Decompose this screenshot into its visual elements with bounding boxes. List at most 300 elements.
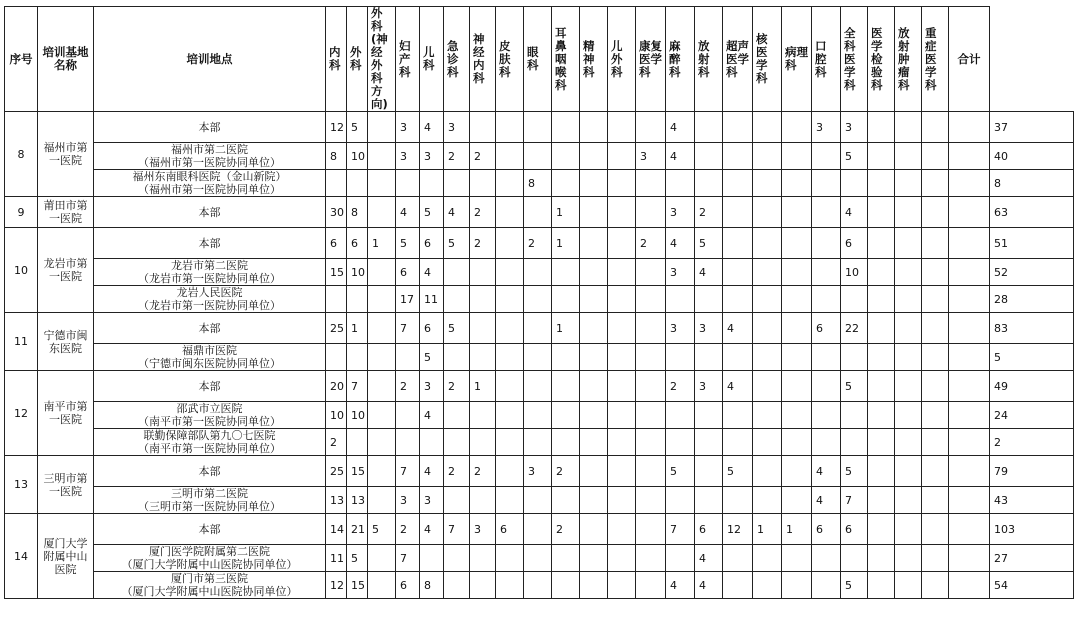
- quota-cell: 2: [444, 456, 470, 487]
- quota-cell: 2: [552, 514, 580, 545]
- quota-cell: [922, 197, 949, 228]
- training-site: 本部: [94, 112, 326, 143]
- quota-cell: [636, 487, 666, 514]
- quota-cell: [470, 259, 496, 286]
- quota-cell: [368, 197, 396, 228]
- column-header: 眼科: [524, 7, 552, 112]
- quota-cell: 4: [695, 259, 723, 286]
- training-site: 本部: [94, 197, 326, 228]
- quota-cell: 2: [666, 371, 695, 402]
- quota-cell: 4: [420, 402, 444, 429]
- quota-cell: 4: [812, 487, 841, 514]
- quota-cell: [695, 143, 723, 170]
- table-row: [5, 313, 1074, 344]
- quota-cell: 4: [420, 456, 444, 487]
- quota-cell: [368, 545, 396, 572]
- quota-cell: [368, 371, 396, 402]
- quota-cell: [895, 112, 922, 143]
- quota-cell: [608, 313, 636, 344]
- quota-cell: [496, 112, 524, 143]
- quota-cell: 3: [666, 197, 695, 228]
- quota-cell: [580, 487, 608, 514]
- quota-cell: [841, 286, 868, 313]
- column-header: 外科(神经外科方向): [368, 7, 396, 112]
- table-row: [5, 112, 1074, 143]
- quota-cell: [723, 286, 753, 313]
- quota-cell: [949, 313, 990, 344]
- column-header: 儿外科: [608, 7, 636, 112]
- quota-cell: [782, 456, 812, 487]
- quota-cell: [695, 286, 723, 313]
- quota-cell: [895, 197, 922, 228]
- quota-cell: 7: [396, 545, 420, 572]
- quota-cell: [636, 259, 666, 286]
- quota-cell: [552, 112, 580, 143]
- training-site: 本部: [94, 371, 326, 402]
- base-name: 厦门大学附属中山医院: [38, 514, 94, 599]
- quota-cell: [922, 456, 949, 487]
- quota-cell: [841, 402, 868, 429]
- quota-cell: [580, 228, 608, 259]
- quota-cell: 3: [695, 371, 723, 402]
- quota-cell: [666, 487, 695, 514]
- quota-cell: 13: [326, 487, 347, 514]
- total-cell: 40: [990, 143, 1074, 170]
- quota-cell: [868, 402, 895, 429]
- quota-cell: [723, 545, 753, 572]
- quota-cell: 15: [347, 456, 368, 487]
- training-site: 本部: [94, 514, 326, 545]
- total-cell: 27: [990, 545, 1074, 572]
- quota-cell: 6: [396, 259, 420, 286]
- quota-cell: [524, 344, 552, 371]
- quota-cell: 4: [396, 197, 420, 228]
- quota-cell: [608, 456, 636, 487]
- quota-cell: 3: [695, 313, 723, 344]
- training-site: 三明市第二医院 （三明市第一医院协同单位）: [94, 487, 326, 514]
- quota-cell: [368, 402, 396, 429]
- quota-cell: [552, 487, 580, 514]
- base-name: 龙岩市第一医院: [38, 228, 94, 313]
- quota-cell: 6: [812, 514, 841, 545]
- quota-cell: 6: [347, 228, 368, 259]
- row-index: 13: [5, 456, 38, 514]
- quota-cell: [326, 344, 347, 371]
- quota-cell: [753, 259, 782, 286]
- quota-cell: [868, 197, 895, 228]
- quota-cell: 7: [396, 456, 420, 487]
- quota-cell: [782, 112, 812, 143]
- quota-cell: [666, 170, 695, 197]
- quota-cell: 12: [326, 112, 347, 143]
- quota-cell: [580, 545, 608, 572]
- quota-cell: 3: [396, 112, 420, 143]
- quota-cell: [695, 344, 723, 371]
- quota-cell: 6: [420, 313, 444, 344]
- row-index: 8: [5, 112, 38, 197]
- total-cell: 79: [990, 456, 1074, 487]
- training-site: 福州市第二医院 （福州市第一医院协同单位）: [94, 143, 326, 170]
- table-row: [5, 429, 1074, 456]
- quota-cell: [636, 572, 666, 599]
- quota-cell: [868, 371, 895, 402]
- quota-cell: [782, 228, 812, 259]
- quota-cell: 8: [347, 197, 368, 228]
- quota-cell: [753, 572, 782, 599]
- quota-cell: [347, 170, 368, 197]
- quota-cell: [895, 228, 922, 259]
- quota-cell: [580, 197, 608, 228]
- quota-cell: 10: [347, 143, 368, 170]
- quota-cell: [812, 259, 841, 286]
- quota-cell: [949, 197, 990, 228]
- column-header: 重症医学科: [922, 7, 949, 112]
- quota-cell: [695, 402, 723, 429]
- quota-cell: [396, 429, 420, 456]
- column-header: 口腔科: [812, 7, 841, 112]
- quota-cell: [608, 112, 636, 143]
- quota-cell: [580, 344, 608, 371]
- quota-cell: [608, 545, 636, 572]
- quota-cell: [782, 402, 812, 429]
- quota-cell: 21: [347, 514, 368, 545]
- quota-cell: [695, 456, 723, 487]
- quota-cell: 6: [326, 228, 347, 259]
- quota-cell: 5: [347, 112, 368, 143]
- quota-cell: [368, 487, 396, 514]
- base-name: 宁德市闽东医院: [38, 313, 94, 371]
- quota-cell: [552, 572, 580, 599]
- quota-cell: [949, 514, 990, 545]
- quota-cell: 2: [396, 371, 420, 402]
- quota-cell: [895, 313, 922, 344]
- quota-cell: [695, 487, 723, 514]
- training-site: 本部: [94, 456, 326, 487]
- total-cell: 37: [990, 112, 1074, 143]
- quota-cell: [368, 170, 396, 197]
- column-header: 耳鼻咽喉科: [552, 7, 580, 112]
- quota-cell: [666, 545, 695, 572]
- quota-cell: [496, 228, 524, 259]
- quota-cell: [396, 170, 420, 197]
- total-cell: 51: [990, 228, 1074, 259]
- column-header: 放射肿瘤科: [895, 7, 922, 112]
- quota-cell: 1: [552, 197, 580, 228]
- total-cell: 28: [990, 286, 1074, 313]
- quota-cell: 2: [470, 143, 496, 170]
- quota-cell: [444, 487, 470, 514]
- quota-cell: 5: [368, 514, 396, 545]
- quota-cell: [868, 545, 895, 572]
- quota-cell: [580, 456, 608, 487]
- quota-cell: [868, 313, 895, 344]
- quota-cell: 10: [347, 259, 368, 286]
- quota-cell: [420, 545, 444, 572]
- quota-cell: [608, 371, 636, 402]
- quota-cell: [949, 402, 990, 429]
- quota-cell: [723, 170, 753, 197]
- quota-cell: [868, 344, 895, 371]
- quota-cell: [895, 344, 922, 371]
- quota-cell: 4: [723, 313, 753, 344]
- quota-cell: [868, 456, 895, 487]
- quota-cell: [753, 228, 782, 259]
- quota-cell: [895, 259, 922, 286]
- quota-cell: [524, 514, 552, 545]
- quota-cell: [608, 143, 636, 170]
- quota-cell: [841, 429, 868, 456]
- quota-cell: [753, 197, 782, 228]
- quota-cell: [636, 313, 666, 344]
- table-row: [5, 228, 1074, 259]
- base-name: 莆田市第一医院: [38, 197, 94, 228]
- quota-cell: [922, 402, 949, 429]
- quota-cell: [782, 572, 812, 599]
- quota-cell: [444, 429, 470, 456]
- quota-cell: 2: [326, 429, 347, 456]
- quota-cell: 4: [723, 371, 753, 402]
- quota-cell: [812, 286, 841, 313]
- quota-cell: [444, 402, 470, 429]
- quota-cell: [922, 572, 949, 599]
- quota-cell: [782, 143, 812, 170]
- total-cell: 52: [990, 259, 1074, 286]
- quota-cell: [895, 143, 922, 170]
- table-row: [5, 259, 1074, 286]
- quota-cell: 7: [347, 371, 368, 402]
- quota-cell: [895, 371, 922, 402]
- quota-cell: [666, 344, 695, 371]
- quota-cell: [347, 344, 368, 371]
- quota-cell: 8: [524, 170, 552, 197]
- quota-cell: 25: [326, 456, 347, 487]
- quota-cell: [949, 429, 990, 456]
- quota-cell: [524, 286, 552, 313]
- training-site: 龙岩市第二医院 （龙岩市第一医院协同单位）: [94, 259, 326, 286]
- quota-cell: [326, 170, 347, 197]
- column-header: 康复医学科: [636, 7, 666, 112]
- column-header: 病理科: [782, 7, 812, 112]
- quota-cell: [753, 170, 782, 197]
- table-row: [5, 456, 1074, 487]
- quota-cell: [812, 170, 841, 197]
- base-name: 三明市第一医院: [38, 456, 94, 514]
- quota-cell: 4: [420, 112, 444, 143]
- column-header: 儿科: [420, 7, 444, 112]
- quota-cell: 3: [444, 112, 470, 143]
- quota-cell: [868, 143, 895, 170]
- quota-cell: [580, 143, 608, 170]
- quota-cell: [782, 487, 812, 514]
- row-index: 14: [5, 514, 38, 599]
- quota-cell: 5: [420, 197, 444, 228]
- quota-cell: [496, 313, 524, 344]
- quota-cell: [524, 197, 552, 228]
- column-header: 培训地点: [94, 7, 326, 112]
- quota-cell: [782, 313, 812, 344]
- quota-cell: 3: [420, 487, 444, 514]
- quota-cell: 5: [841, 572, 868, 599]
- column-header: 核医学科: [753, 7, 782, 112]
- quota-cell: [368, 259, 396, 286]
- quota-cell: [753, 112, 782, 143]
- quota-cell: [524, 487, 552, 514]
- quota-cell: 6: [695, 514, 723, 545]
- quota-cell: [368, 313, 396, 344]
- quota-cell: [949, 456, 990, 487]
- quota-cell: [753, 286, 782, 313]
- quota-cell: 1: [470, 371, 496, 402]
- column-header: 超声医学科: [723, 7, 753, 112]
- quota-cell: [868, 514, 895, 545]
- quota-cell: [695, 429, 723, 456]
- quota-cell: 6: [396, 572, 420, 599]
- quota-cell: [524, 572, 552, 599]
- quota-cell: 2: [552, 456, 580, 487]
- quota-cell: 3: [420, 143, 444, 170]
- quota-cell: [368, 456, 396, 487]
- total-cell: 103: [990, 514, 1074, 545]
- quota-cell: [444, 344, 470, 371]
- quota-cell: [723, 197, 753, 228]
- quota-cell: [552, 344, 580, 371]
- quota-cell: [723, 572, 753, 599]
- quota-cell: [552, 170, 580, 197]
- quota-cell: [608, 572, 636, 599]
- quota-cell: 11: [420, 286, 444, 313]
- quota-cell: [608, 429, 636, 456]
- quota-cell: [753, 371, 782, 402]
- quota-cell: [949, 228, 990, 259]
- quota-cell: [895, 402, 922, 429]
- training-site: 邵武市立医院 （南平市第一医院协同单位）: [94, 402, 326, 429]
- column-header: 急诊科: [444, 7, 470, 112]
- quota-cell: [396, 344, 420, 371]
- quota-cell: 5: [444, 313, 470, 344]
- quota-cell: [420, 429, 444, 456]
- quota-cell: [868, 286, 895, 313]
- quota-cell: 2: [636, 228, 666, 259]
- quota-cell: [636, 197, 666, 228]
- quota-cell: [496, 170, 524, 197]
- quota-cell: 6: [496, 514, 524, 545]
- quota-cell: [580, 112, 608, 143]
- quota-cell: [580, 286, 608, 313]
- quota-cell: [666, 429, 695, 456]
- quota-cell: 4: [666, 112, 695, 143]
- quota-cell: [470, 429, 496, 456]
- quota-cell: [444, 259, 470, 286]
- quota-cell: [922, 313, 949, 344]
- quota-cell: [782, 344, 812, 371]
- row-index: 11: [5, 313, 38, 371]
- quota-cell: [922, 487, 949, 514]
- quota-cell: [812, 371, 841, 402]
- quota-cell: [841, 545, 868, 572]
- quota-cell: [922, 170, 949, 197]
- quota-cell: [347, 429, 368, 456]
- quota-cell: 4: [666, 572, 695, 599]
- quota-cell: [753, 402, 782, 429]
- quota-cell: [368, 143, 396, 170]
- quota-cell: [496, 487, 524, 514]
- quota-cell: [812, 143, 841, 170]
- quota-cell: 4: [841, 197, 868, 228]
- quota-cell: [552, 259, 580, 286]
- quota-cell: [347, 286, 368, 313]
- quota-cell: [895, 170, 922, 197]
- quota-cell: [608, 286, 636, 313]
- quota-cell: 3: [841, 112, 868, 143]
- quota-cell: [608, 259, 636, 286]
- training-site: 本部: [94, 228, 326, 259]
- quota-cell: [608, 228, 636, 259]
- quota-cell: [580, 170, 608, 197]
- quota-cell: [552, 402, 580, 429]
- quota-cell: 2: [470, 197, 496, 228]
- quota-cell: 7: [396, 313, 420, 344]
- quota-cell: [608, 402, 636, 429]
- total-cell: 5: [990, 344, 1074, 371]
- quota-cell: 25: [326, 313, 347, 344]
- quota-cell: [753, 487, 782, 514]
- row-index: 10: [5, 228, 38, 313]
- quota-cell: 12: [723, 514, 753, 545]
- quota-cell: [812, 429, 841, 456]
- quota-cell: [524, 545, 552, 572]
- quota-cell: [496, 197, 524, 228]
- quota-cell: [895, 545, 922, 572]
- column-header: 皮肤科: [496, 7, 524, 112]
- quota-cell: 3: [812, 112, 841, 143]
- column-header: 麻醉科: [666, 7, 695, 112]
- quota-cell: [841, 170, 868, 197]
- quota-cell: 30: [326, 197, 347, 228]
- quota-cell: 1: [368, 228, 396, 259]
- quota-cell: [496, 286, 524, 313]
- quota-cell: [782, 371, 812, 402]
- table-row: [5, 402, 1074, 429]
- quota-cell: 4: [666, 228, 695, 259]
- quota-cell: [922, 228, 949, 259]
- quota-cell: [368, 112, 396, 143]
- quota-cell: [895, 572, 922, 599]
- quota-cell: [444, 545, 470, 572]
- total-cell: 83: [990, 313, 1074, 344]
- quota-cell: 15: [326, 259, 347, 286]
- quota-cell: [949, 545, 990, 572]
- quota-cell: [782, 197, 812, 228]
- quota-cell: [895, 514, 922, 545]
- quota-cell: [496, 545, 524, 572]
- quota-cell: [922, 514, 949, 545]
- quota-cell: [496, 259, 524, 286]
- quota-cell: [841, 344, 868, 371]
- quota-cell: [666, 402, 695, 429]
- quota-cell: [868, 170, 895, 197]
- quota-cell: [695, 112, 723, 143]
- quota-cell: [753, 456, 782, 487]
- quota-cell: [723, 112, 753, 143]
- quota-cell: [636, 170, 666, 197]
- quota-cell: [636, 514, 666, 545]
- quota-cell: [753, 545, 782, 572]
- quota-cell: [444, 170, 470, 197]
- quota-cell: [922, 371, 949, 402]
- quota-cell: 1: [347, 313, 368, 344]
- table-row: [5, 545, 1074, 572]
- training-site: 福州东南眼科医院（金山新院） （福州市第一医院协同单位）: [94, 170, 326, 197]
